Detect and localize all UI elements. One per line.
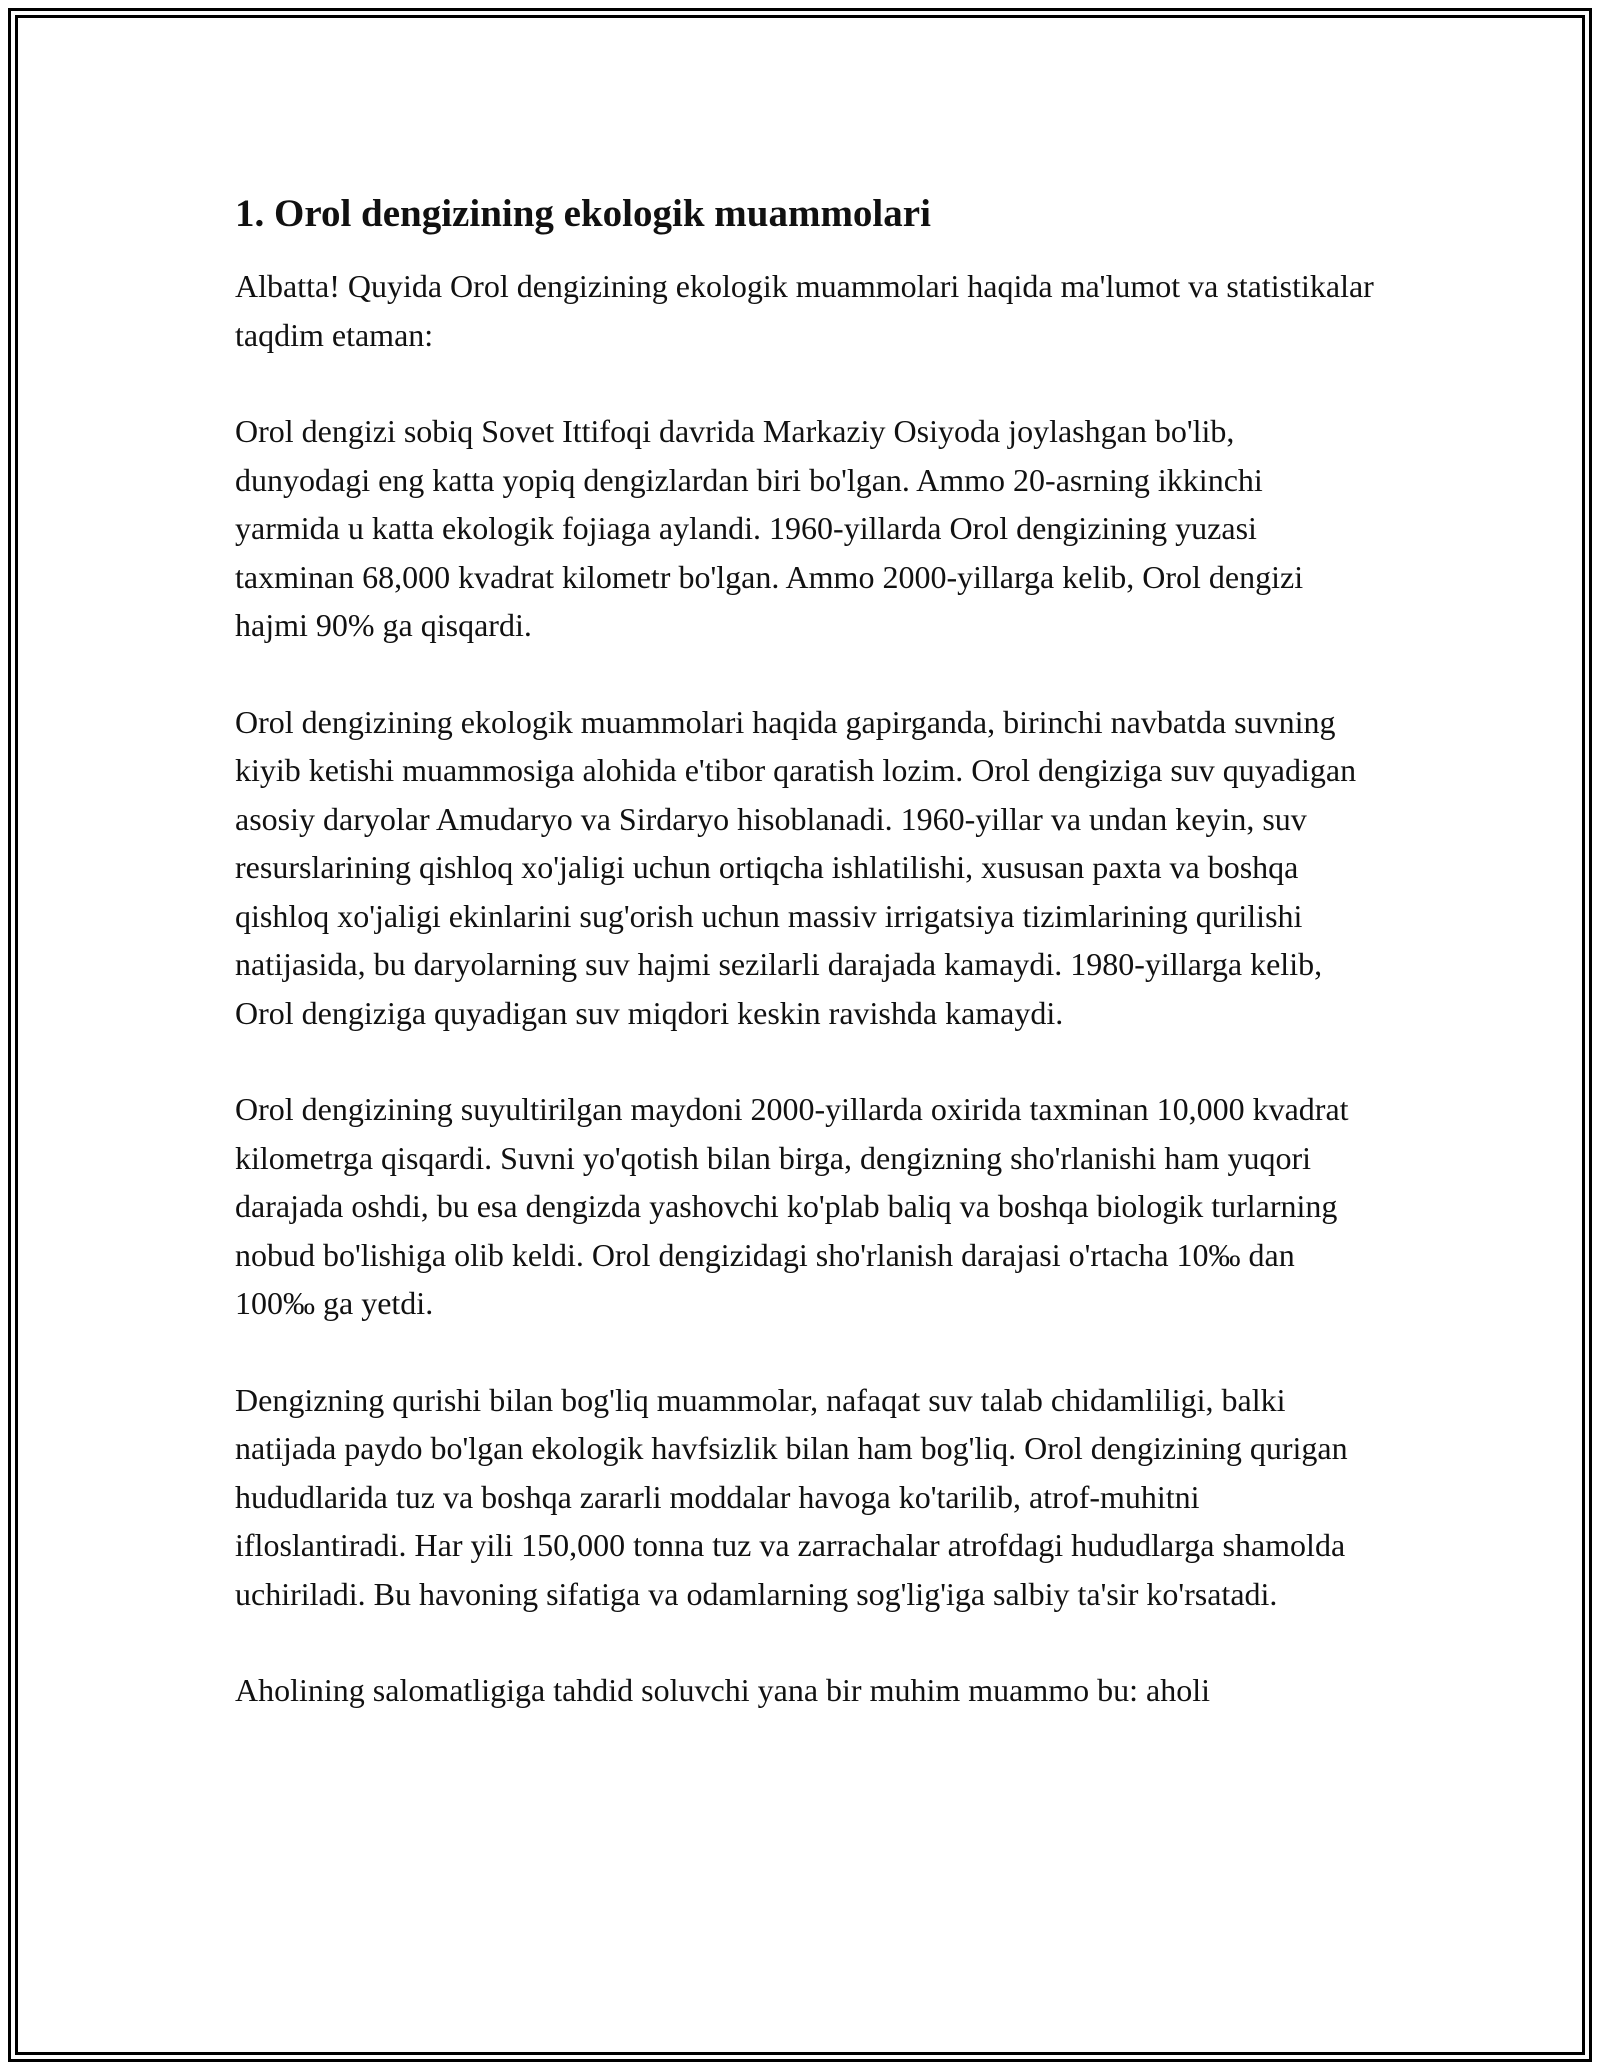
paragraph-dust-storms: Dengizning qurishi bilan bog'liq muammolar, nafaqat suv talab chidamliligi, balki natijada paydo bo'lgan ekologik havfsizlik bilan ham bog'liq. Orol dengizining qurigan hududlarida tuz va boshqa zararli moddalar havoga ko'tarilib, atrof-muhitni ifloslantiradi. Har yili 150,000 tonna tuz va zarrachalar atrofdagi hududlarga shamolda uchiriladi. Bu havoning sifatiga va odamlarning sog'lig'iga salbiy ta'sir ko'rsatadi.	[235, 1381, 1348, 1612]
paragraph-rivers: Orol dengizining ekologik muammolari haqida gapirganda, birinchi navbatda suvning kiyib ketishi muammosiga alohida e'tibor qaratish lozim. Orol dengiziga suv quyadigan asosiy daryolar Amudaryo va Sirdaryo hisoblanadi. 1960-yillar va undan keyin, suv resurslarining qishloq xo'jaligi uchun ortiqcha ishlatilishi, xususan paxta va boshqa qishloq xo'jaligi ekinlarini sug'orish uchun massiv irrigatsiya tizimlarining qurilishi natijasida, bu daryolarning suv hajmi sezilarli darajada kamaydi. 1980-yillarga kelib, Orol dengiziga quyadigan suv miqdori keskin ravishda kamaydi.	[235, 703, 1357, 1031]
page-title: 1. Orol dengizining ekologik muammolari	[235, 192, 931, 235]
paragraph-health: Aholining salomatligiga tahdid soluvchi yana bir muhim muammo bu: aholi	[235, 1672, 1210, 1708]
paragraph-history: Orol dengizi sobiq Sovet Ittifoqi davrida Markaziy Osiyoda joylashgan bo'lib, dunyodagi eng katta yopiq dengizlardan biri bo'lgan. Ammo 20-asrning ikkinchi yarmida u katta ekologik fojiaga aylandi. 1960-yillarda Orol dengizining yuzasi taxminan 68,000 kvadrat kilometr bo'lgan. Ammo 2000-yillarga kelib, Orol dengizi hajmi 90% ga qisqardi.	[235, 413, 1304, 643]
document-body	[235, 188, 1375, 1763]
paragraph-salinity: Orol dengizining suyultirilgan maydoni 2000-yillarda oxirida taxminan 10,000 kvadrat kilometrga qisqardi. Suvni yo'qotish bilan birga, dengizning sho'rlanishi ham yuqori darajada oshdi, bu esa dengizda yashovchi ko'plab baliq va boshqa biologik turlarning nobud bo'lishiga olib keldi. Orol dengizidagi sho'rlanish darajasi o'rtacha 10‰ dan 100‰ ga yetdi.	[235, 1091, 1349, 1321]
paragraph-intro: Albatta! Quyida Orol dengizining ekologik muammolari haqida ma'lumot va statistikalar taqdim etaman:	[235, 268, 1374, 353]
